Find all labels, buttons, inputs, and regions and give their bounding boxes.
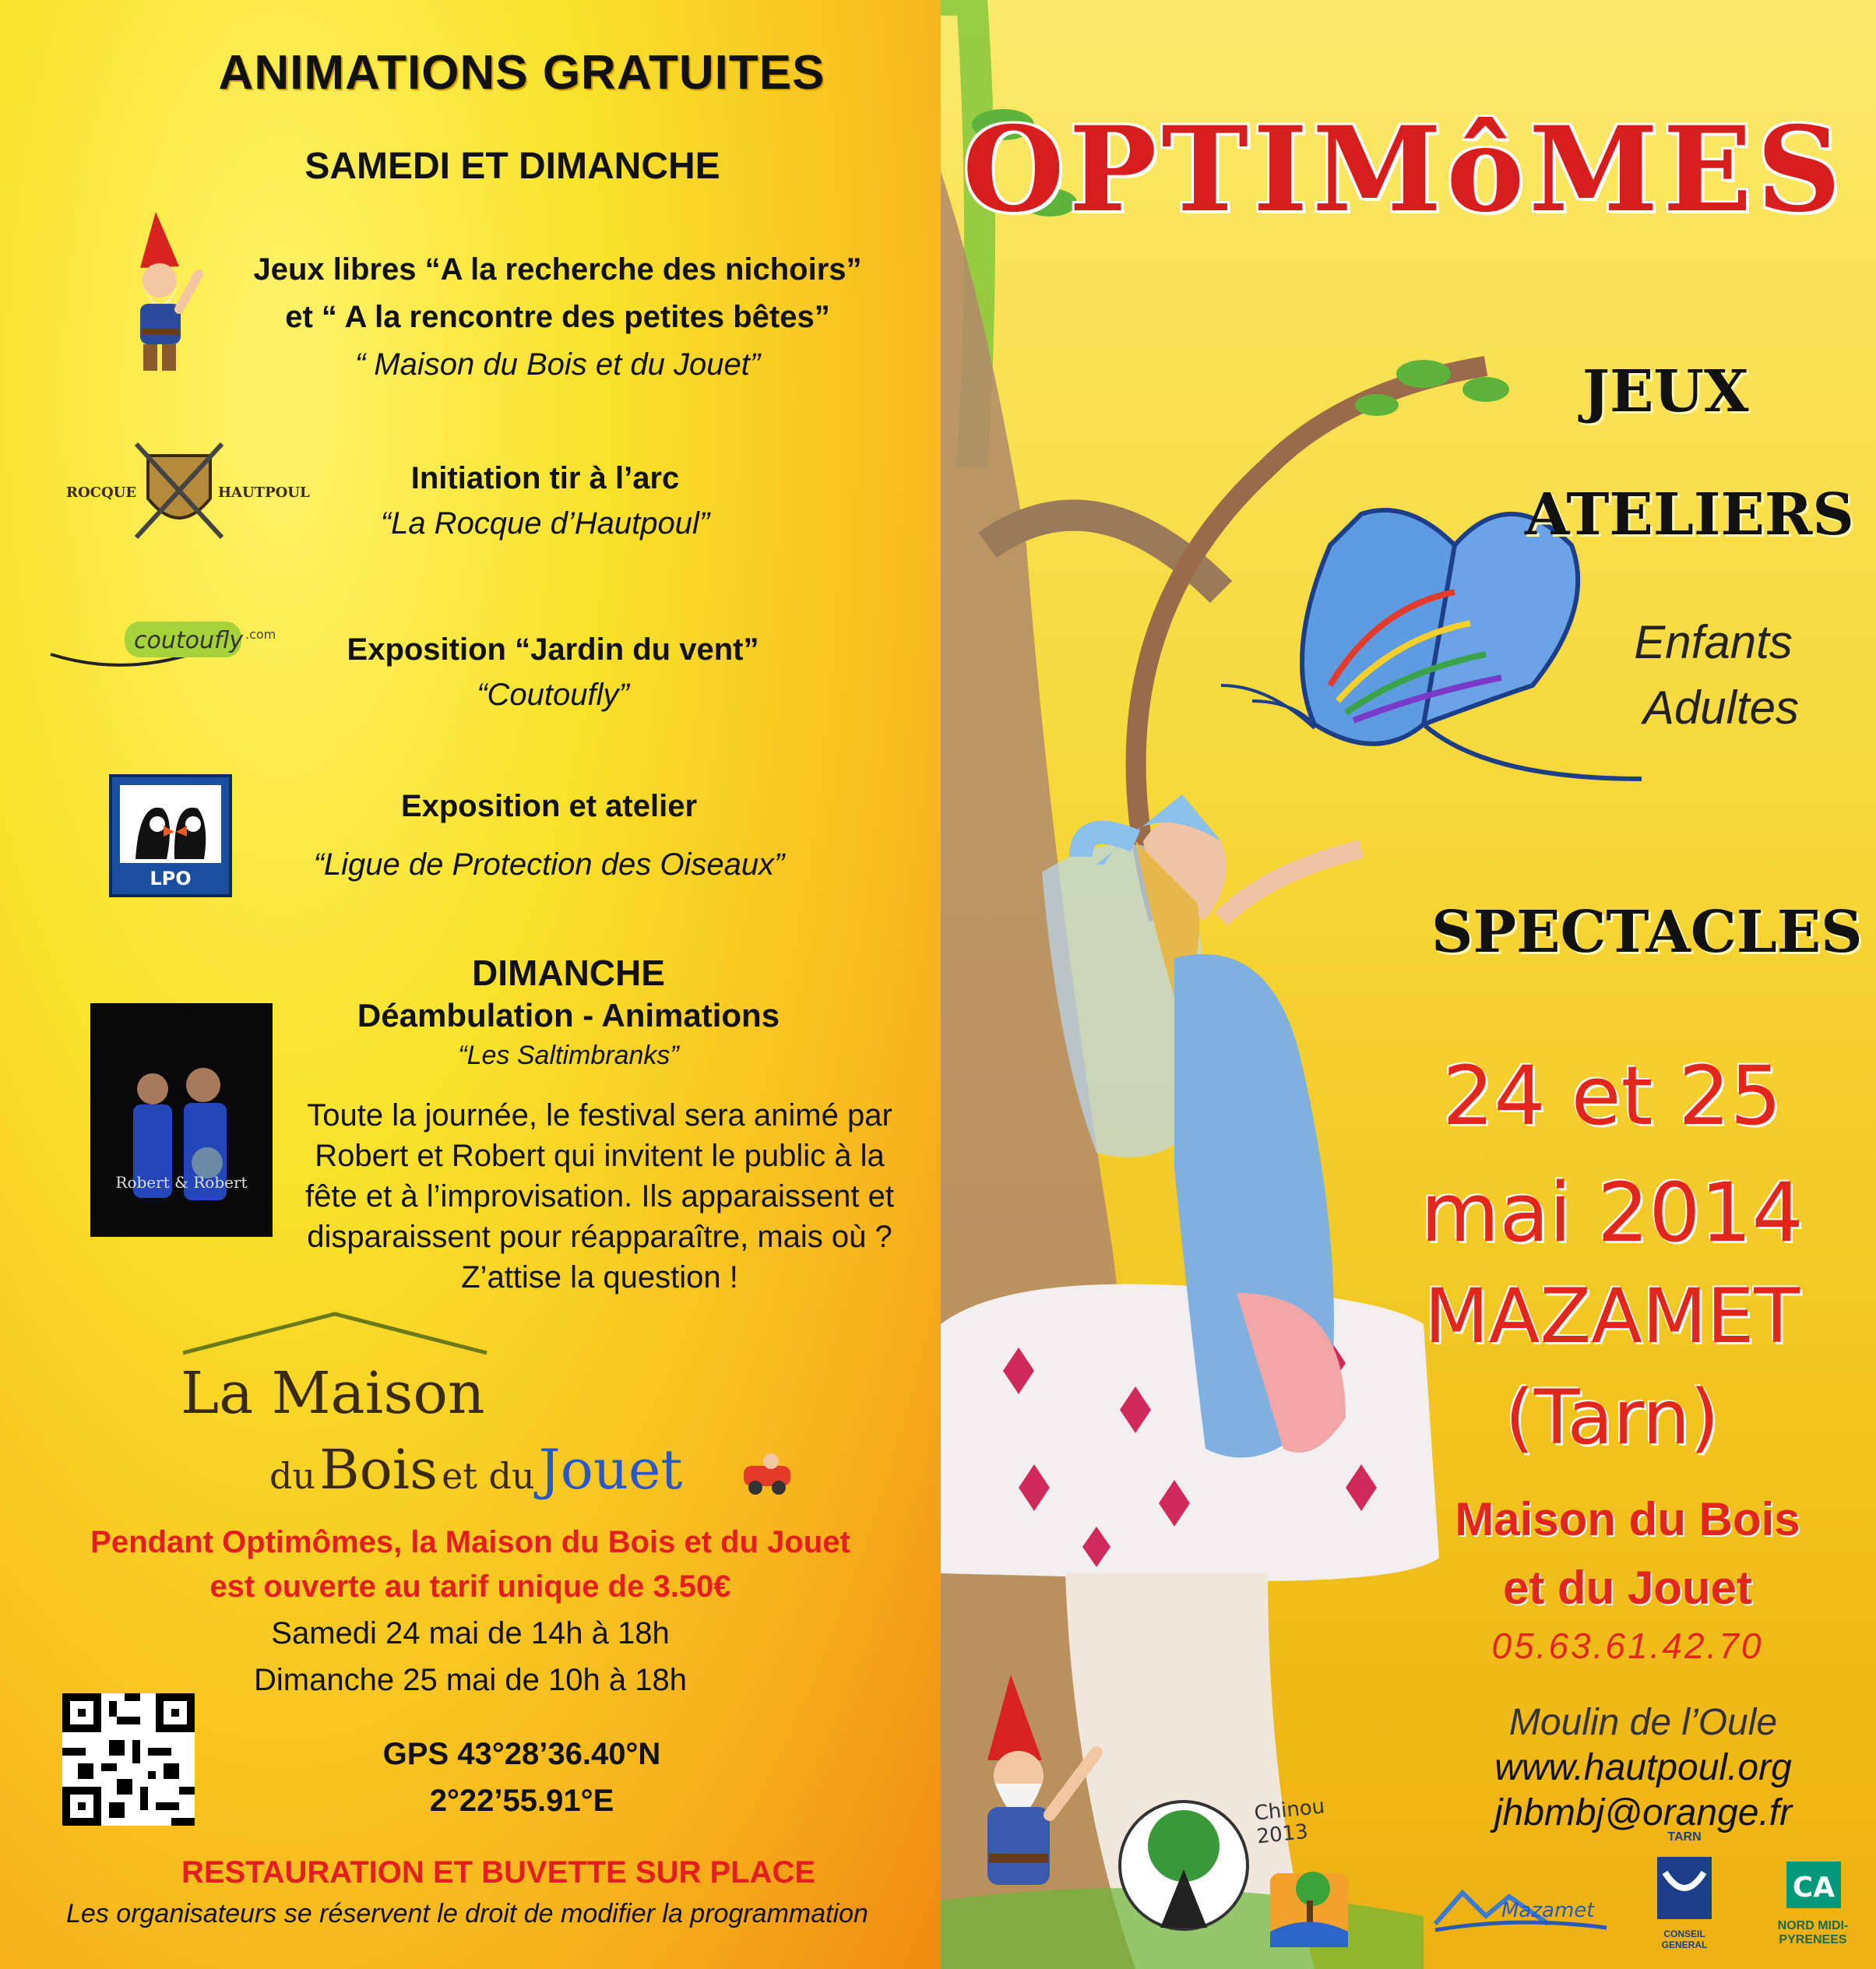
maison-info-red1: Pendant Optimômes, la Maison du Bois et du Jouet bbox=[90, 1525, 850, 1559]
phone-number: 05.63.61.42.70 bbox=[1491, 1626, 1764, 1666]
date-month-year: mai 2014 bbox=[1420, 1165, 1804, 1260]
venue-line2: et du Jouet bbox=[1502, 1562, 1752, 1614]
jeux-label: JEUX bbox=[1582, 358, 1749, 425]
svg-text:HAUTPOUL: HAUTPOUL bbox=[218, 484, 310, 501]
desc-line: Toute la journée, le festival sera animé par bbox=[307, 1098, 892, 1132]
saturday-hours: Samedi 24 mai de 14h à 18h bbox=[271, 1616, 670, 1650]
city: MAZAMET bbox=[1424, 1273, 1800, 1360]
maison-logo-line1: La Maison bbox=[181, 1360, 485, 1427]
website-link[interactable]: www.hautpoul.org bbox=[1494, 1747, 1792, 1788]
desc-line: Robert et Robert qui invitent le public à la bbox=[315, 1139, 885, 1173]
artist-signature: Chinou 2013 bbox=[1253, 1795, 1326, 1849]
tarn-logo-title: TARN bbox=[1667, 1830, 1702, 1844]
svg-text:LPO: LPO bbox=[150, 868, 192, 889]
lpo-logo bbox=[109, 774, 232, 897]
ca-emblem-icon bbox=[1779, 1854, 1849, 1916]
email-link[interactable]: jhbmbj@orange.fr bbox=[1494, 1792, 1793, 1833]
maison-info-red2: est ouverte au tarif unique de 3.50€ bbox=[209, 1569, 731, 1604]
ca-logo-text: NORD MIDI-PYRENEES bbox=[1777, 1919, 1849, 1946]
region: (Tarn) bbox=[1505, 1374, 1719, 1461]
svg-text:.com: .com bbox=[245, 627, 276, 642]
coutoufly-logo bbox=[47, 608, 311, 678]
item2-line1: Initiation tir à l’arc bbox=[410, 461, 680, 495]
roof-icon bbox=[179, 1310, 491, 1357]
tree-logo-icon bbox=[1114, 1784, 1254, 1947]
date-days: 24 et 25 bbox=[1442, 1048, 1782, 1143]
svg-text:ROCQUE: ROCQUE bbox=[66, 484, 137, 501]
item1-line1: Jeux libres “A la recherche des nichoirs” bbox=[253, 252, 862, 287]
tarn-emblem-icon bbox=[1649, 1849, 1719, 1924]
illustration bbox=[941, 0, 1876, 1969]
item3-org: “Coutoufly” bbox=[477, 678, 629, 712]
photo-caption: Robert & Robert bbox=[115, 1173, 248, 1192]
plant-logo-icon bbox=[1266, 1858, 1352, 1951]
spectacles-label: SPECTACLES bbox=[1431, 899, 1863, 966]
credit-agricole-logo bbox=[1751, 1854, 1875, 1963]
venue-line1: Maison du Bois bbox=[1455, 1493, 1800, 1545]
item3-line1: Exposition “Jardin du vent” bbox=[347, 632, 759, 667]
qr-code bbox=[62, 1693, 195, 1826]
item1-line2: et “ A la rencontre des petites bêtes” bbox=[285, 300, 830, 334]
days-heading: SAMEDI ET DIMANCHE bbox=[304, 146, 720, 187]
puffin-icon bbox=[112, 777, 229, 894]
item1-org: “ Maison du Bois et du Jouet” bbox=[354, 347, 761, 382]
svg-text:coutoufly: coutoufly bbox=[134, 627, 244, 654]
gps-line1: GPS 43°28’36.40°N bbox=[382, 1737, 661, 1771]
item4-org: “Ligue de Protection des Oiseaux” bbox=[313, 847, 785, 882]
desc-line: Z’attise la question ! bbox=[461, 1260, 738, 1294]
restauration-note: RESTAURATION ET BUVETTE SUR PLACE bbox=[181, 1855, 816, 1890]
disclaimer: Les organisateurs se réservent le droit de modifier la programmation bbox=[66, 1899, 868, 1928]
sunday-line1: Déambulation - Animations bbox=[357, 997, 780, 1034]
maison-logo-line2: du Bois et du Jouet bbox=[269, 1438, 683, 1502]
sunday-org: “Les Saltimbranks” bbox=[458, 1041, 679, 1070]
saltimbranks-photo bbox=[90, 1003, 273, 1237]
animations-heading: ANIMATIONS GRATUITES bbox=[218, 46, 825, 100]
ateliers-label: ATELIERS bbox=[1525, 481, 1854, 548]
enfants-label: Enfants bbox=[1634, 616, 1793, 668]
toy-car-icon bbox=[740, 1450, 794, 1497]
poster-panel bbox=[941, 0, 1876, 1969]
butterfly-icon bbox=[1221, 510, 1642, 779]
desc-line: fête et à l’improvisation. Ils apparaissent et bbox=[305, 1179, 894, 1213]
item4-line1: Exposition et atelier bbox=[400, 789, 698, 823]
mazamet-logo-text: Mazamet bbox=[1501, 1899, 1595, 1922]
sunday-title: DIMANCHE bbox=[472, 953, 665, 993]
sunday-description bbox=[280, 1095, 919, 1298]
desc-line: disparaissent pour réapparaître, mais où ? bbox=[307, 1220, 892, 1254]
festival-title: OPTIMôMES bbox=[962, 101, 1846, 238]
tarn-logo bbox=[1649, 1830, 1719, 1963]
gnome-icon bbox=[125, 212, 210, 379]
tarn-logo-subtitle: CONSEIL GENERAL bbox=[1661, 1928, 1708, 1950]
gps-line2: 2°22’55.91°E bbox=[429, 1784, 614, 1818]
place-name: Moulin de l’Oule bbox=[1508, 1702, 1778, 1743]
rocque-hautpoul-logo bbox=[62, 436, 310, 545]
item2-org: “La Rocque d’Hautpoul” bbox=[380, 506, 710, 541]
mazamet-logo bbox=[1431, 1869, 1610, 1939]
sunday-hours: Dimanche 25 mai de 10h à 18h bbox=[254, 1663, 687, 1697]
svg-text:CA: CA bbox=[1792, 1872, 1836, 1904]
adultes-label: Adultes bbox=[1642, 682, 1800, 734]
shield-icon bbox=[62, 436, 310, 545]
